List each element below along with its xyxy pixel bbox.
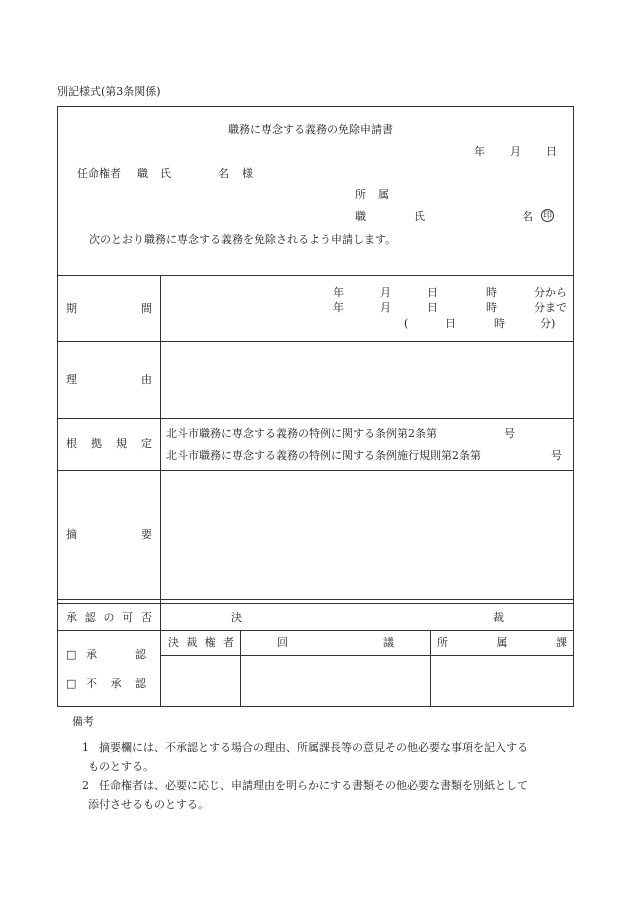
note-1-number: 1	[82, 741, 89, 754]
request-text: 次のとおり職務に専念する義務を免除されるよう申請します。	[89, 233, 397, 246]
divider-basis	[57, 470, 574, 471]
consult-column-divider	[430, 630, 431, 707]
form-reference: 別記様式(第3条関係)	[57, 85, 161, 98]
period-start-minute: 分から	[534, 286, 567, 299]
consult-header-a: 回	[277, 636, 288, 649]
date-year: 年	[474, 145, 485, 158]
period-start-hour: 時	[486, 286, 497, 299]
reject-checkbox[interactable]: □	[66, 677, 77, 690]
period-end-day: 日	[427, 301, 438, 314]
basis-label: 根 拠 規 定	[66, 437, 152, 450]
divider-period	[57, 341, 574, 342]
decision-char-a: 決	[231, 611, 242, 624]
applicant-affiliation-b: 属	[378, 188, 389, 201]
period-total-open: (	[404, 317, 409, 330]
period-start-day: 日	[427, 286, 438, 299]
note-1-line-2: ものとする。	[88, 760, 154, 773]
period-end-month: 月	[380, 301, 391, 314]
seal-icon: 印	[542, 211, 552, 221]
applicant-name-b: 名	[522, 210, 533, 223]
period-start-year: 年	[333, 286, 344, 299]
basis-ordinance-number: 号	[504, 427, 515, 440]
period-label: 期 間	[66, 302, 152, 315]
period-end-year: 年	[333, 301, 344, 314]
date-month: 月	[510, 145, 521, 158]
note-2-line-1: 任命権者は、必要に応じ、申請理由を明らかにする書類その他必要な書類を別紙として	[99, 779, 528, 792]
seal-mark	[541, 209, 554, 222]
approve-checkbox[interactable]: □	[66, 648, 77, 661]
approval-label: 承 認 の 可 否	[66, 611, 152, 624]
reject-label: 不 承 認	[86, 677, 146, 690]
addressee-honorific: 様	[242, 167, 253, 180]
decision-char-b: 裁	[493, 611, 504, 624]
label-column-divider	[160, 275, 161, 707]
notes-heading: 備考	[72, 715, 94, 728]
divider-approval	[57, 630, 574, 631]
period-end-minute: 分まで	[534, 301, 567, 314]
period-total-minute: 分)	[540, 317, 556, 330]
note-2-number: 2	[82, 779, 89, 792]
period-end-hour: 時	[486, 301, 497, 314]
period-total-day: 日	[445, 317, 456, 330]
note-2-line-2: 添付させるものとする。	[88, 798, 209, 811]
basis-ordinance-line: 北斗市職務に専念する義務の特例に関する条例第2条第	[166, 427, 437, 440]
divider-summary-b	[57, 603, 574, 604]
department-header: 所 属 課	[437, 636, 567, 649]
authority-header: 決 裁 権 者	[168, 636, 234, 649]
authority-column-divider	[240, 630, 241, 707]
basis-regulation-number: 号	[551, 449, 562, 462]
basis-regulation-line: 北斗市職務に専念する義務の特例に関する条例施行規則第2条第	[166, 449, 481, 462]
summary-label: 摘 要	[66, 528, 152, 541]
divider-header	[57, 275, 574, 276]
applicant-affiliation-a: 所	[355, 188, 366, 201]
period-start-month: 月	[380, 286, 391, 299]
divider-reason	[57, 418, 574, 419]
addressee-title-c: 名	[218, 167, 229, 180]
reason-label: 理 由	[66, 373, 152, 386]
divider-summary-a	[57, 599, 574, 600]
form-title: 職務に専念する義務の免除申請書	[228, 123, 393, 136]
consult-header-b: 議	[383, 636, 394, 649]
addressee-title-b: 氏	[160, 167, 171, 180]
applicant-position: 職	[355, 210, 366, 223]
period-total-hour: 時	[494, 317, 505, 330]
addressee-prefix: 任命権者	[77, 167, 121, 180]
approve-label: 承 認	[86, 648, 146, 661]
applicant-name-a: 氏	[414, 210, 425, 223]
divider-signoff-header	[160, 655, 574, 656]
date-day: 日	[546, 145, 557, 158]
note-1-line-1: 摘要欄には、不承認とする場合の理由、所属課長等の意見その他必要な事項を記入する	[99, 741, 528, 754]
addressee-title-a: 職	[137, 167, 148, 180]
